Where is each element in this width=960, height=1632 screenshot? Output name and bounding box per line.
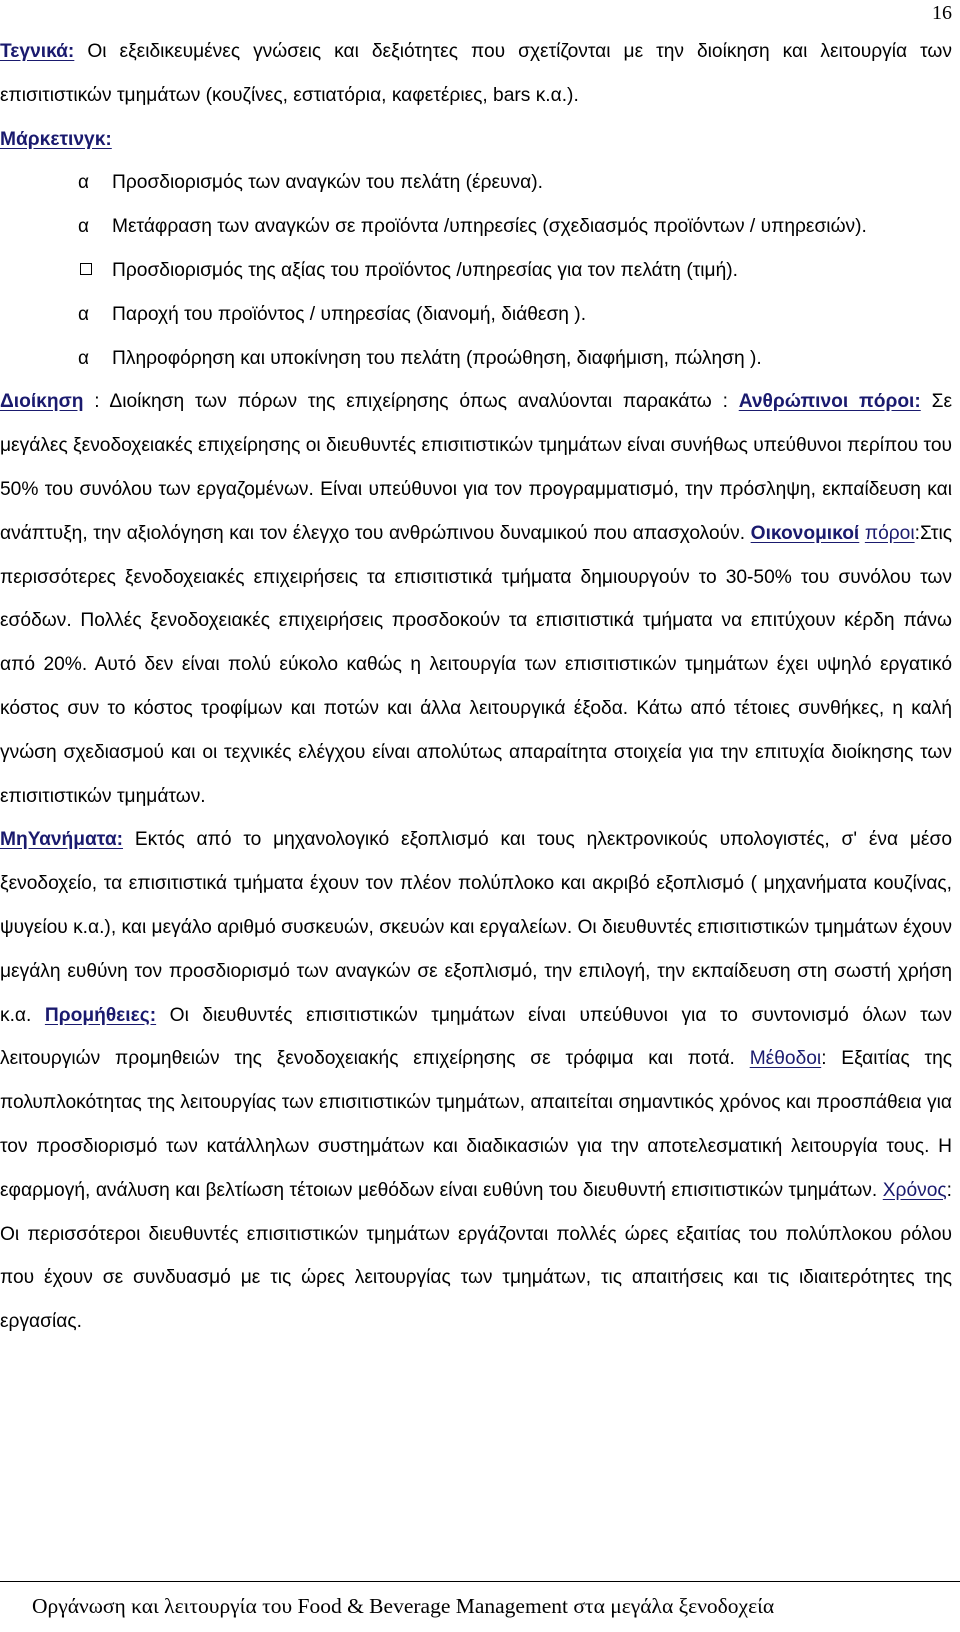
time-text: : Οι περισσότεροι διευθυντές επισιτιστικών τμημάτων εργάζονται πολλές ώρες εξαιτίας του πολύπλοκου ρόλου που έχουν σε συνδυασμό με τις ώρες λειτουργίας των τμημάτων, τις απαιτήσεις και τις ιδιαιτερότητες της εργασίας. bbox=[0, 1179, 952, 1333]
page-footer: Οργάνωση και λειτουργία του Food & Beverage Management στα μεγάλα ξενοδοχεία bbox=[32, 1594, 775, 1618]
list-item bbox=[0, 249, 952, 293]
footer-divider bbox=[0, 1581, 960, 1582]
management-heading: Διοίκηση bbox=[0, 391, 84, 413]
management-paragraph bbox=[0, 380, 952, 818]
list-item bbox=[0, 293, 952, 337]
human-resources-text: Σε μεγάλες ξενοδοχειακές επιχείρησης οι διευθυντές επισιτιστικών τμημάτων είναι συνήθως υπεύθυνοι περίπου του 50% του συνόλου των εργαζομένων. Είναι υπεύθυνοι για τον προγραμματισμό, την πρόσληψη, εκπαίδευση και ανάπτυξη, την αξιολόγηση και τον έλεγχο του ανθρώπινου δυναμικού που απασχολούν. bbox=[0, 391, 953, 544]
time-heading: Χρόνος bbox=[882, 1179, 947, 1201]
bullet-marker: α bbox=[78, 303, 89, 325]
checkbox-bullet-icon bbox=[80, 263, 92, 275]
machines-paragraph bbox=[0, 818, 952, 1344]
document-body bbox=[0, 30, 952, 1344]
supplies-text: Οι διευθυντές επισιτιστικών τμημάτων είναι υπεύθυνοι για το συντονισμό όλων των λειτουργιών προμηθειών της ξενοδοχειακής επιχείρησης σε τρόφιμα και ποτά. bbox=[0, 1004, 952, 1070]
bullet-marker: α bbox=[78, 216, 89, 238]
list-item-text: Παροχή του προϊόντος / υπηρεσίας (διανομή, διάθεση ). bbox=[112, 303, 587, 325]
economic-resources-text: :Στις περισσότερες ξενοδοχειακές επιχειρήσεις τα επισιτιστικά τμήματα δημιουργούν το 30-50% του συνόλου των εσόδων. Πολλές ξενοδοχειακές επιχειρήσεις προσδοκούν τα επισιτιστικά τμήματα να επιτύχουν κέρδη πάνω από 20%. Αυτό δεν είναι πολύ εύκολο καθώς η λειτουργία των επισιτιστικών τμημάτων έχει υψηλό εργατικό κόστος συν το κόστος τροφίμων και ποτών και άλλα λειτουργικά έξοδα. Κάτω από τέτοιες συνθήκες, η καλή γνώση σχεδιασμού και οι τεχνικές ελέγχου είναι απολύτως απαραίτητα στοιχεία για την επιτυχία διοίκησης των επισιτιστικών τμημάτων. bbox=[0, 522, 952, 807]
list-item-text: Προσδιορισμός των αναγκών του πελάτη (έρευνα). bbox=[112, 172, 543, 194]
human-resources-heading: Ανθρώπινοι πόροι: bbox=[738, 391, 921, 413]
list-item bbox=[0, 205, 952, 249]
methods-text: : Εξαιτίας της πολυπλοκότητας της λειτουργίας των επισιτιστικών τμημάτων, απαιτείται σημαντικός χρόνος και προσπάθεια για τον προσδιορισμό των κατάλληλων συστημάτων και διαδικασιών για την αποτελεσματική λειτουργία τους. Η εφαρμογή, ανάλυση και βελτίωση τέτοιων μεθόδων είναι ευθύνη του διευθυντή επισιτιστικών τμημάτων. bbox=[0, 1048, 953, 1201]
machines-heading: ΜηΥανήματα: bbox=[0, 829, 124, 851]
page-number: 16 bbox=[932, 2, 952, 24]
machines-text: Εκτός από το μηχανολογικό εξοπλισμό και τους ηλεκτρονικούς υπολογιστές, σ' ένα μέσο ξενοδοχείο, τα επισιτιστικά τμήματα έχουν τον πλέον πολύπλοκο και ακριβό εξοπλισμό ( μηχανήματα κουζίνας, ψυγείου κ.α.), και μεγάλο αριθμό συσκευών, σκευών και εργαλείων. Οι διευθυντές επισιτιστικών τμημάτων έχουν μεγάλη ευθύνη τον προσδιορισμό των αναγκών σε εξοπλισμό, την επιλογή, την εκπαίδευση στη σωστή χρήση κ.α. bbox=[0, 829, 952, 1026]
technical-text: Οι εξειδικευμένες γνώσεις και δεξιότητες που σχετίζονται με την διοίκηση και λειτουργία των επισιτιστικών τμημάτων (κουζίνες, εστιατόρια, καφετέριες, bars κ.α.). bbox=[0, 41, 952, 106]
technical-heading: Τεγνικά: bbox=[0, 41, 75, 62]
bullet-marker: α bbox=[78, 347, 89, 369]
technical-paragraph bbox=[0, 30, 952, 118]
management-intro: : Διοίκηση των πόρων της επιχείρησης όπως αναλύονται παρακάτω : bbox=[83, 391, 739, 413]
list-item-text: Μετάφραση των αναγκών σε προϊόντα /υπηρεσίες (σχεδιασμός προϊόντων / υπηρεσιών). bbox=[112, 216, 867, 238]
marketing-heading-line bbox=[0, 118, 952, 162]
supplies-heading: Προμήθειες: bbox=[44, 1004, 157, 1026]
bullet-marker: α bbox=[78, 172, 89, 194]
list-item-text: Πληροφόρηση και υποκίνηση του πελάτη (προώθηση, διαφήμιση, πώληση ). bbox=[112, 347, 762, 369]
methods-heading: Μέθοδοι bbox=[749, 1048, 822, 1070]
marketing-heading: Μάρκετινγκ: bbox=[0, 128, 112, 150]
marketing-list bbox=[0, 161, 952, 380]
economic-resources-heading-2: πόροι bbox=[864, 522, 915, 544]
list-item-text: Προσδιορισμός της αξίας του προϊόντος /υπηρεσίας για τον πελάτη (τιμή). bbox=[112, 259, 738, 281]
list-item bbox=[0, 337, 952, 381]
economic-resources-heading: Οικονομικοί bbox=[750, 522, 860, 544]
list-item bbox=[0, 161, 952, 205]
